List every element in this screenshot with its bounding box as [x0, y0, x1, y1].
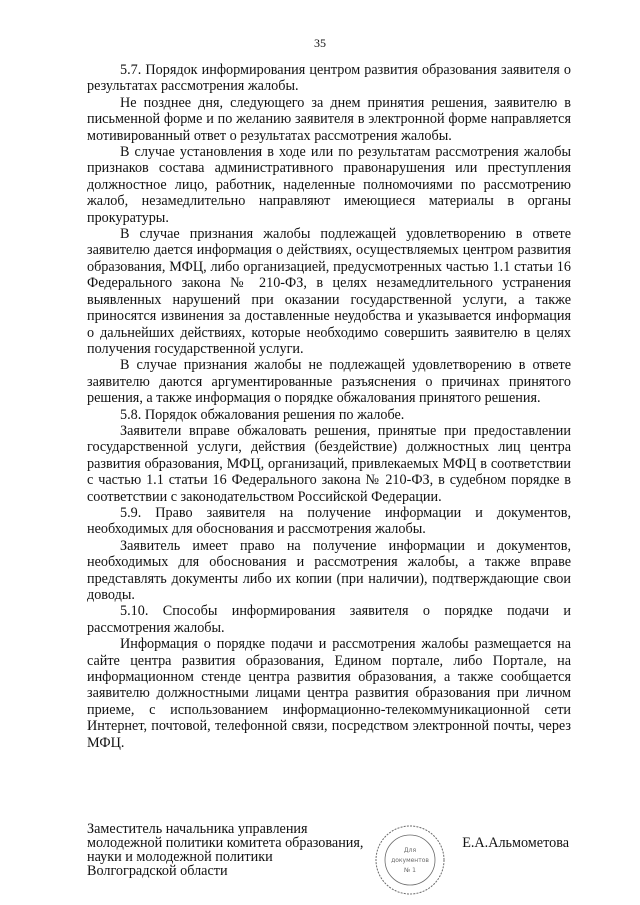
paragraph-5-9-heading: 5.9. Право заявителя на получение информации и документов, необходимых для обоснования и рассмотрения жалобы. [87, 504, 571, 538]
paragraph: В случае признания жалобы не подлежащей удовлетворению в ответе заявителю даются аргументированные разъяснения о причинах принятого решения, а также информация о порядке обжалования принятого решения. [87, 357, 571, 407]
svg-text:№ 1: № 1 [404, 867, 416, 874]
paragraph-5-7-heading: 5.7. Порядок информирования центром развития образования заявителя о результатах рассмотрения жалобы. [87, 62, 571, 95]
svg-text:документов: документов [391, 857, 429, 864]
paragraph: Информация о порядке подачи и рассмотрения жалобы размещается на сайте центра развития образования, Едином портале, либо Портале, на информационном стенде центра развития образования, а также сообщается заявителю должностными лицами центра развития образования при личном приеме, с использованием информационно-телекоммуникационной сети Интернет, почтовой, телефонной связи, посредством электронной почты, через МФЦ. [87, 636, 571, 751]
signatory-title-line: Заместитель начальника управления [87, 821, 308, 837]
signatory-title-line: Волгоградской области [87, 863, 228, 879]
signatory-title-line: науки и молодежной политики [87, 849, 273, 865]
paragraph-5-10-heading: 5.10. Способы информирования заявителя о порядке подачи и рассмотрения жалобы. [87, 603, 571, 636]
official-stamp-icon [374, 824, 446, 896]
paragraph-5-8-heading: 5.8. Порядок обжалования решения по жалобе. [120, 406, 405, 423]
paragraph: Заявители вправе обжаловать решения, принятые при предоставлении государственной услуги, действия (бездействие) должностных лиц центра развития образования, МФЦ, организаций, привлекаемых МФЦ в соответствии с частью 1.1 статьи 16 Федерального закона № 210-ФЗ, в судебном порядке в соответствии с законодательством Российской Федерации. [87, 422, 571, 505]
paragraph: В случае признания жалобы подлежащей удовлетворению в ответе заявителю дается информация о действиях, осуществляемых центром развития образования, МФЦ, либо организацией, предусмотренных частью 1.1 статьи 16 Федерального закона № 210-ФЗ, в целях незамедлительного устранения выявленных нарушений при оказании государственной услуги, а также приносятся извинения за доставленные неудобства и указывается информация о дальнейших действиях, которые необходимо совершить заявителю в целях получения государственной услуги. [87, 226, 571, 357]
signatory-name: Е.А.Альмометова [462, 835, 569, 851]
svg-text:Для: Для [403, 847, 417, 854]
paragraph: В случае установления в ходе или по результатам рассмотрения жалобы признаков состава административного правонарушения или преступления должностное лицо, работник, наделенные полномочиями по рассмотрению жалоб, незамедлительно направляют имеющиеся материалы в органы прокуратуры. [87, 144, 571, 226]
document-body [87, 62, 571, 751]
paragraph: Заявитель имеет право на получение информации и документов, необходимых для обоснования и рассмотрения жалобы, а также вправе представлять документы либо их копии (при наличии), подтверждающие свои доводы. [87, 537, 571, 603]
signatory-title-line: молодежной политики комитета образования, [87, 835, 364, 851]
page-number: 35 [314, 36, 326, 50]
signature-block [87, 822, 571, 902]
paragraph: Не позднее дня, следующего за днем принятия решения, заявителю в письменной форме и по желанию заявителя в электронной форме направляется мотивированный ответ о результатах рассмотрения жалобы. [87, 94, 571, 144]
